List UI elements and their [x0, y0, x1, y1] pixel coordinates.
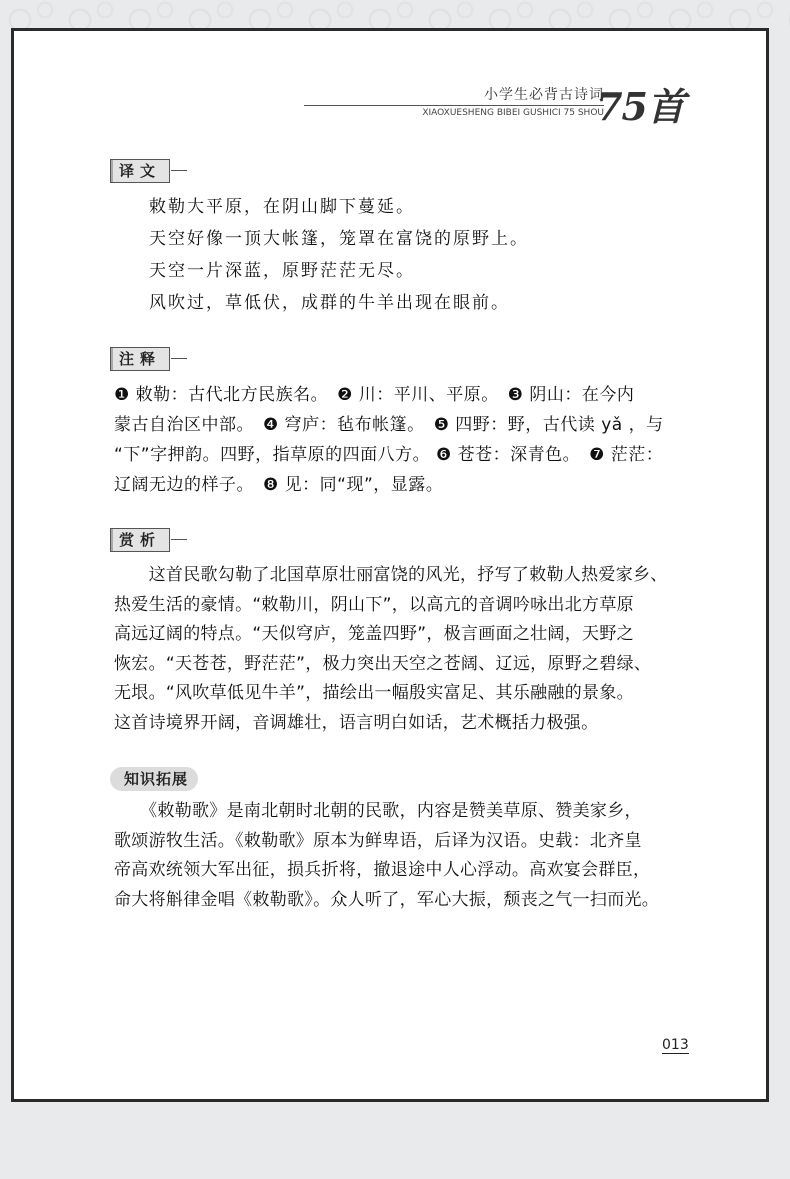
book-page	[11, 28, 769, 1102]
knowledge-text	[114, 797, 699, 915]
appreciation-line: 高远辽阔的特点。“天似穹庐，笼盖四野”，极言画面之壮阔，天野之	[114, 624, 634, 644]
header-rule	[304, 105, 604, 106]
translation-line: 天空一片深蓝，原野茫茫无尽。	[149, 261, 415, 281]
appreciation-line: 这首诗境界开阔，音调雄壮，语言明白如话，艺术概括力极强。	[114, 712, 599, 733]
appreciation-text	[114, 561, 699, 738]
notes-line: “下”字押韵。四野，指草原的四面八方。 ❻ 苍苍：深青色。 ❼ 茫茫：	[114, 445, 664, 465]
knowledge-line: 《敕勒歌》是南北朝时北朝的民歌，内容是赞美草原、赞美家乡，	[114, 801, 642, 821]
header-number: 75首	[596, 84, 684, 129]
section-label-knowledge: 知识拓展	[110, 767, 198, 791]
notes-text	[114, 380, 699, 500]
knowledge-line: 命大将斛律金唱《敕勒歌》。众人听了，军心大振，颓丧之气一扫而光。	[114, 889, 660, 910]
section-label-appreciation: 赏析	[110, 528, 170, 552]
notes-line: 蒙古自治区中部。 ❹ 穹庐：毡布帐篷。 ❺ 四野：野，古代读 yǎ ，与	[114, 415, 664, 435]
appreciation-line: 无垠。“风吹草低见牛羊”，描绘出一幅殷实富足、其乐融融的景象。	[114, 683, 634, 703]
page-number: 013	[662, 1037, 689, 1053]
translation-line: 敕勒大平原，在阴山脚下蔓延。	[149, 197, 415, 217]
appreciation-line: 这首民歌勾勒了北国草原壮丽富饶的风光，抒写了敕勒人热爱家乡、	[114, 565, 668, 585]
translation-text	[114, 191, 699, 319]
header-subtitle: XIAOXUESHENG BIBEI GUSHICI 75 SHOU	[422, 108, 604, 118]
section-label-notes: 注释	[110, 347, 170, 371]
notes-line: ❶ 敕勒：古代北方民族名。 ❷ 川：平川、平原。 ❸ 阴山：在今内	[114, 385, 635, 405]
appreciation-line: 恢宏。“天苍苍，野茫茫”，极力突出天空之苍阔、辽远，原野之碧绿、	[114, 653, 652, 674]
translation-line: 风吹过，草低伏，成群的牛羊出现在眼前。	[149, 293, 510, 313]
notes-line: 辽阔无边的样子。 ❽ 见：同“现”，显露。	[114, 475, 444, 495]
knowledge-line: 歌颂游牧生活。《敕勒歌》原本为鲜卑语，后译为汉语。史载：北齐皇	[114, 830, 642, 851]
knowledge-line: 帝高欢统领大军出征，损兵折将，撤退途中人心浮动。高欢宴会群臣，	[114, 860, 651, 880]
header-title: 小学生必背古诗词	[484, 87, 604, 103]
appreciation-line: 热爱生活的豪情。“敕勒川，阴山下”，以高亢的音调吟咏出北方草原	[114, 594, 634, 615]
section-label-translation: 译文	[110, 159, 170, 183]
translation-line: 天空好像一顶大帐篷，笼罩在富饶的原野上。	[149, 229, 529, 249]
